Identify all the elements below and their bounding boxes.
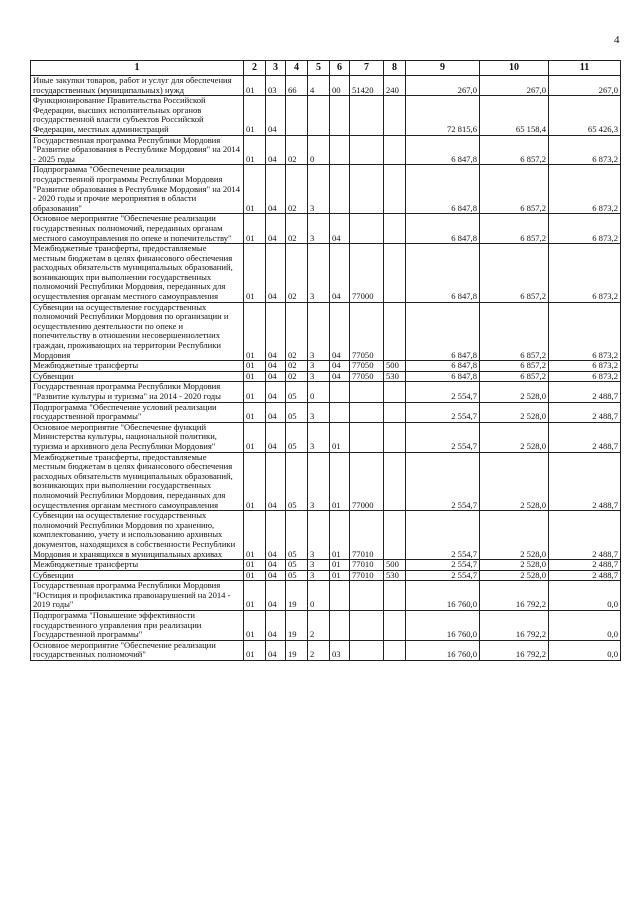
code-cell: 05 bbox=[286, 402, 308, 422]
code-cell: 77010 bbox=[350, 560, 384, 571]
code-cell: 77000 bbox=[350, 244, 384, 303]
code-cell: 500 bbox=[384, 361, 406, 372]
amount-cell: 2 488,7 bbox=[549, 402, 621, 422]
amount-cell: 6 847,8 bbox=[406, 361, 480, 372]
code-cell: 01 bbox=[244, 511, 266, 560]
amount-cell: 6 857,2 bbox=[480, 302, 549, 361]
table-row bbox=[31, 570, 621, 581]
code-cell: 04 bbox=[266, 135, 286, 165]
code-cell: 05 bbox=[286, 382, 308, 402]
code-cell bbox=[384, 511, 406, 560]
code-cell: 04 bbox=[330, 214, 350, 244]
amount-cell: 16 792,2 bbox=[480, 611, 549, 641]
code-cell: 01 bbox=[244, 214, 266, 244]
code-cell bbox=[350, 135, 384, 165]
amount-cell: 2 488,7 bbox=[549, 511, 621, 560]
code-cell: 77010 bbox=[350, 511, 384, 560]
code-cell: 05 bbox=[286, 422, 308, 452]
code-cell bbox=[286, 96, 308, 135]
row-name-cell: Межбюджетные трансферты, предоставляемые местным бюджетам в целях финансового обеспечения расходных обязательств муниципальных образований, возникающих при выполнении государственных полномочий Республики Мордовия, переданных для осуществления органам местного самоуправления bbox=[31, 244, 244, 303]
code-cell: 01 bbox=[330, 422, 350, 452]
code-cell: 0 bbox=[308, 581, 330, 611]
code-cell: 02 bbox=[286, 361, 308, 372]
amount-cell: 2 528,0 bbox=[480, 560, 549, 571]
row-name-cell: Государственная программа Республики Мордовия "Развитие культуры и туризма" на 2014 - 2020 годы bbox=[31, 382, 244, 402]
amount-cell: 6 873,2 bbox=[549, 244, 621, 303]
code-cell: 01 bbox=[330, 570, 350, 581]
amount-cell: 16 760,0 bbox=[406, 611, 480, 641]
amount-cell: 2 554,7 bbox=[406, 570, 480, 581]
code-cell: 3 bbox=[308, 452, 330, 511]
code-cell: 77050 bbox=[350, 371, 384, 382]
table-row bbox=[31, 640, 621, 660]
code-cell: 530 bbox=[384, 570, 406, 581]
row-name-cell: Функционирование Правительства Российской Федерации, высших исполнительных органов государственной власти субъектов Российской Федерации, местных администраций bbox=[31, 96, 244, 135]
code-cell: 01 bbox=[244, 135, 266, 165]
amount-cell: 6 847,8 bbox=[406, 302, 480, 361]
amount-cell: 267,0 bbox=[480, 76, 549, 96]
code-cell: 01 bbox=[244, 560, 266, 571]
code-cell bbox=[330, 402, 350, 422]
code-cell: 19 bbox=[286, 581, 308, 611]
amount-cell: 2 528,0 bbox=[480, 511, 549, 560]
code-cell bbox=[384, 581, 406, 611]
code-cell: 02 bbox=[286, 244, 308, 303]
code-cell bbox=[330, 611, 350, 641]
table-row bbox=[31, 165, 621, 214]
code-cell: 02 bbox=[286, 302, 308, 361]
code-cell bbox=[330, 165, 350, 214]
table-row bbox=[31, 76, 621, 96]
row-name-cell: Подпрограмма "Обеспечение условий реализации государственной программы" bbox=[31, 402, 244, 422]
code-cell: 66 bbox=[286, 76, 308, 96]
amount-cell: 6 873,2 bbox=[549, 361, 621, 372]
table-row bbox=[31, 371, 621, 382]
amount-cell: 6 847,8 bbox=[406, 165, 480, 214]
code-cell: 01 bbox=[244, 165, 266, 214]
code-cell bbox=[350, 611, 384, 641]
amount-cell: 6 847,8 bbox=[406, 244, 480, 303]
table-row bbox=[31, 214, 621, 244]
amount-cell: 6 857,2 bbox=[480, 214, 549, 244]
code-cell: 04 bbox=[266, 96, 286, 135]
code-cell: 3 bbox=[308, 214, 330, 244]
code-cell: 3 bbox=[308, 402, 330, 422]
code-cell bbox=[350, 581, 384, 611]
code-cell: 04 bbox=[266, 402, 286, 422]
column-header: 1 bbox=[31, 61, 244, 76]
code-cell: 04 bbox=[266, 560, 286, 571]
code-cell: 3 bbox=[308, 422, 330, 452]
code-cell: 05 bbox=[286, 511, 308, 560]
code-cell: 04 bbox=[330, 371, 350, 382]
amount-cell: 2 528,0 bbox=[480, 452, 549, 511]
row-name-cell: Государственная программа Республики Мордовия "Юстиция и профилактика правонарушений на 2014 - 2019 годы" bbox=[31, 581, 244, 611]
code-cell bbox=[384, 640, 406, 660]
code-cell bbox=[384, 452, 406, 511]
table-row bbox=[31, 302, 621, 361]
table-row bbox=[31, 422, 621, 452]
code-cell: 01 bbox=[330, 511, 350, 560]
code-cell: 01 bbox=[244, 402, 266, 422]
row-name-cell: Государственная программа Республики Мордовия "Развитие образования в Республике Мордовия" на 2014 - 2025 годы bbox=[31, 135, 244, 165]
code-cell bbox=[330, 581, 350, 611]
code-cell: 01 bbox=[244, 361, 266, 372]
code-cell: 01 bbox=[244, 640, 266, 660]
code-cell: 01 bbox=[330, 560, 350, 571]
column-header: 7 bbox=[350, 61, 384, 76]
code-cell: 04 bbox=[266, 611, 286, 641]
code-cell: 04 bbox=[266, 302, 286, 361]
code-cell: 01 bbox=[244, 96, 266, 135]
table-row bbox=[31, 135, 621, 165]
row-name-cell: Субвенции на осуществление государственных полномочий Республики Мордовия по хранению, комплектованию, учету и использованию архивных документов, находящихся в собственности Республики Мордовия и хранящихся в муниципальных архивах bbox=[31, 511, 244, 560]
column-header: 4 bbox=[286, 61, 308, 76]
code-cell bbox=[308, 96, 330, 135]
table-row bbox=[31, 581, 621, 611]
code-cell: 01 bbox=[244, 570, 266, 581]
code-cell: 04 bbox=[266, 361, 286, 372]
code-cell: 02 bbox=[286, 135, 308, 165]
amount-cell: 16 760,0 bbox=[406, 640, 480, 660]
code-cell: 04 bbox=[266, 581, 286, 611]
table-row bbox=[31, 96, 621, 135]
budget-table bbox=[30, 60, 621, 661]
amount-cell: 6 857,2 bbox=[480, 371, 549, 382]
code-cell: 04 bbox=[330, 302, 350, 361]
amount-cell: 6 857,2 bbox=[480, 361, 549, 372]
code-cell: 04 bbox=[266, 244, 286, 303]
code-cell: 19 bbox=[286, 611, 308, 641]
column-header: 10 bbox=[480, 61, 549, 76]
code-cell bbox=[384, 302, 406, 361]
code-cell: 02 bbox=[286, 165, 308, 214]
code-cell: 500 bbox=[384, 560, 406, 571]
amount-cell: 2 488,7 bbox=[549, 382, 621, 402]
amount-cell: 0,0 bbox=[549, 640, 621, 660]
row-name-cell: Подпрограмма "Повышение эффективности государственного управления при реализации Государственной программы" bbox=[31, 611, 244, 641]
code-cell: 3 bbox=[308, 165, 330, 214]
code-cell: 3 bbox=[308, 560, 330, 571]
code-cell: 2 bbox=[308, 611, 330, 641]
row-name-cell: Межбюджетные трансферты bbox=[31, 361, 244, 372]
code-cell: 77050 bbox=[350, 361, 384, 372]
code-cell bbox=[384, 96, 406, 135]
code-cell: 3 bbox=[308, 511, 330, 560]
amount-cell: 6 847,8 bbox=[406, 214, 480, 244]
amount-cell: 2 488,7 bbox=[549, 570, 621, 581]
code-cell: 3 bbox=[308, 244, 330, 303]
amount-cell: 2 554,7 bbox=[406, 511, 480, 560]
column-header: 11 bbox=[549, 61, 621, 76]
code-cell bbox=[384, 382, 406, 402]
amount-cell: 6 847,8 bbox=[406, 135, 480, 165]
column-header: 9 bbox=[406, 61, 480, 76]
code-cell: 01 bbox=[244, 581, 266, 611]
amount-cell: 6 857,2 bbox=[480, 135, 549, 165]
code-cell: 01 bbox=[244, 244, 266, 303]
code-cell: 01 bbox=[244, 422, 266, 452]
code-cell: 77050 bbox=[350, 302, 384, 361]
code-cell bbox=[330, 96, 350, 135]
code-cell bbox=[350, 422, 384, 452]
amount-cell: 6 857,2 bbox=[480, 165, 549, 214]
amount-cell: 6 873,2 bbox=[549, 371, 621, 382]
column-header: 8 bbox=[384, 61, 406, 76]
row-name-cell: Межбюджетные трансферты bbox=[31, 560, 244, 571]
code-cell bbox=[350, 640, 384, 660]
code-cell: 01 bbox=[244, 76, 266, 96]
amount-cell: 2 528,0 bbox=[480, 382, 549, 402]
table-row bbox=[31, 560, 621, 571]
table-row bbox=[31, 511, 621, 560]
code-cell: 4 bbox=[308, 76, 330, 96]
amount-cell: 6 873,2 bbox=[549, 165, 621, 214]
amount-cell: 2 554,7 bbox=[406, 452, 480, 511]
code-cell bbox=[350, 165, 384, 214]
column-header: 3 bbox=[266, 61, 286, 76]
code-cell: 05 bbox=[286, 560, 308, 571]
table-row bbox=[31, 452, 621, 511]
column-header: 2 bbox=[244, 61, 266, 76]
amount-cell: 0,0 bbox=[549, 581, 621, 611]
amount-cell: 6 873,2 bbox=[549, 135, 621, 165]
code-cell: 77000 bbox=[350, 452, 384, 511]
column-header: 5 bbox=[308, 61, 330, 76]
code-cell bbox=[384, 611, 406, 641]
code-cell: 2 bbox=[308, 640, 330, 660]
amount-cell: 2 554,7 bbox=[406, 382, 480, 402]
code-cell bbox=[350, 96, 384, 135]
code-cell: 3 bbox=[308, 371, 330, 382]
amount-cell: 72 815,6 bbox=[406, 96, 480, 135]
header-row bbox=[31, 61, 621, 76]
code-cell bbox=[384, 214, 406, 244]
code-cell bbox=[330, 382, 350, 402]
amount-cell: 16 760,0 bbox=[406, 581, 480, 611]
amount-cell: 2 528,0 bbox=[480, 570, 549, 581]
table-row bbox=[31, 611, 621, 641]
amount-cell: 6 873,2 bbox=[549, 214, 621, 244]
code-cell: 01 bbox=[244, 382, 266, 402]
code-cell: 01 bbox=[244, 302, 266, 361]
amount-cell: 2 488,7 bbox=[549, 422, 621, 452]
code-cell bbox=[384, 422, 406, 452]
code-cell bbox=[384, 402, 406, 422]
amount-cell: 6 847,8 bbox=[406, 371, 480, 382]
row-name-cell: Субвенции bbox=[31, 371, 244, 382]
row-name-cell: Основное мероприятие "Обеспечение реализации государственных полномочий, переданных органам местного самоуправления по опеке и попечительству" bbox=[31, 214, 244, 244]
table-row bbox=[31, 382, 621, 402]
code-cell: 03 bbox=[266, 76, 286, 96]
amount-cell: 267,0 bbox=[549, 76, 621, 96]
code-cell: 01 bbox=[244, 371, 266, 382]
column-header: 6 bbox=[330, 61, 350, 76]
code-cell: 04 bbox=[266, 422, 286, 452]
code-cell: 03 bbox=[330, 640, 350, 660]
code-cell: 19 bbox=[286, 640, 308, 660]
amount-cell: 2 554,7 bbox=[406, 560, 480, 571]
code-cell: 02 bbox=[286, 214, 308, 244]
code-cell: 05 bbox=[286, 570, 308, 581]
code-cell: 01 bbox=[330, 452, 350, 511]
code-cell: 530 bbox=[384, 371, 406, 382]
code-cell: 04 bbox=[266, 452, 286, 511]
row-name-cell: Подпрограмма "Обеспечение реализации государственной программы Республики Мордовия "Развитие образования в Республике Мордовия" на 2014 - 2020 годы и прочие мероприятия в области образования" bbox=[31, 165, 244, 214]
amount-cell: 16 792,2 bbox=[480, 640, 549, 660]
code-cell: 04 bbox=[266, 165, 286, 214]
code-cell: 3 bbox=[308, 570, 330, 581]
amount-cell: 2 488,7 bbox=[549, 452, 621, 511]
amount-cell: 267,0 bbox=[406, 76, 480, 96]
code-cell: 02 bbox=[286, 371, 308, 382]
row-name-cell: Иные закупки товаров, работ и услуг для обеспечения государственных (муниципальных) нужд bbox=[31, 76, 244, 96]
code-cell bbox=[350, 214, 384, 244]
code-cell: 04 bbox=[266, 371, 286, 382]
code-cell: 77010 bbox=[350, 570, 384, 581]
table-row bbox=[31, 361, 621, 372]
amount-cell: 65 158,4 bbox=[480, 96, 549, 135]
code-cell: 240 bbox=[384, 76, 406, 96]
amount-cell: 2 528,0 bbox=[480, 422, 549, 452]
code-cell bbox=[350, 382, 384, 402]
code-cell: 04 bbox=[266, 214, 286, 244]
amount-cell: 6 873,2 bbox=[549, 302, 621, 361]
code-cell: 01 bbox=[244, 452, 266, 511]
amount-cell: 2 488,7 bbox=[549, 560, 621, 571]
code-cell: 00 bbox=[330, 76, 350, 96]
amount-cell: 6 857,2 bbox=[480, 244, 549, 303]
amount-cell: 2 554,7 bbox=[406, 422, 480, 452]
amount-cell: 2 528,0 bbox=[480, 402, 549, 422]
code-cell bbox=[384, 165, 406, 214]
amount-cell: 2 554,7 bbox=[406, 402, 480, 422]
code-cell bbox=[350, 402, 384, 422]
amount-cell: 65 426,3 bbox=[549, 96, 621, 135]
code-cell: 05 bbox=[286, 452, 308, 511]
code-cell: 04 bbox=[330, 244, 350, 303]
code-cell bbox=[384, 244, 406, 303]
table-row bbox=[31, 244, 621, 303]
code-cell: 0 bbox=[308, 382, 330, 402]
code-cell: 04 bbox=[266, 511, 286, 560]
code-cell: 01 bbox=[244, 611, 266, 641]
row-name-cell: Субвенции bbox=[31, 570, 244, 581]
code-cell: 0 bbox=[308, 135, 330, 165]
row-name-cell: Основное мероприятие "Обеспечение реализации государственных полномочий" bbox=[31, 640, 244, 660]
row-name-cell: Основное мероприятие "Обеспечение функций Министерства культуры, национальной политики, туризма и архивного дела Республики Мордовия" bbox=[31, 422, 244, 452]
code-cell: 51420 bbox=[350, 76, 384, 96]
table-row bbox=[31, 402, 621, 422]
amount-cell: 0,0 bbox=[549, 611, 621, 641]
code-cell: 3 bbox=[308, 361, 330, 372]
page-number: 4 bbox=[614, 34, 620, 46]
code-cell: 04 bbox=[266, 570, 286, 581]
code-cell: 3 bbox=[308, 302, 330, 361]
code-cell: 04 bbox=[330, 361, 350, 372]
code-cell bbox=[330, 135, 350, 165]
row-name-cell: Межбюджетные трансферты, предоставляемые местным бюджетам в целях финансового обеспечения расходных обязательств муниципальных образований, возникающих при выполнении государственных полномочий Республики Мордовия, переданных для осуществления органам местного самоуправления bbox=[31, 452, 244, 511]
code-cell: 04 bbox=[266, 640, 286, 660]
code-cell bbox=[384, 135, 406, 165]
amount-cell: 16 792,2 bbox=[480, 581, 549, 611]
row-name-cell: Субвенции на осуществление государственных полномочий Республики Мордовия по организации и осуществлению деятельности по опеке и попечительству в отношении несовершеннолетних граждан, проживающих на территории Республики Мордовия bbox=[31, 302, 244, 361]
code-cell: 04 bbox=[266, 382, 286, 402]
